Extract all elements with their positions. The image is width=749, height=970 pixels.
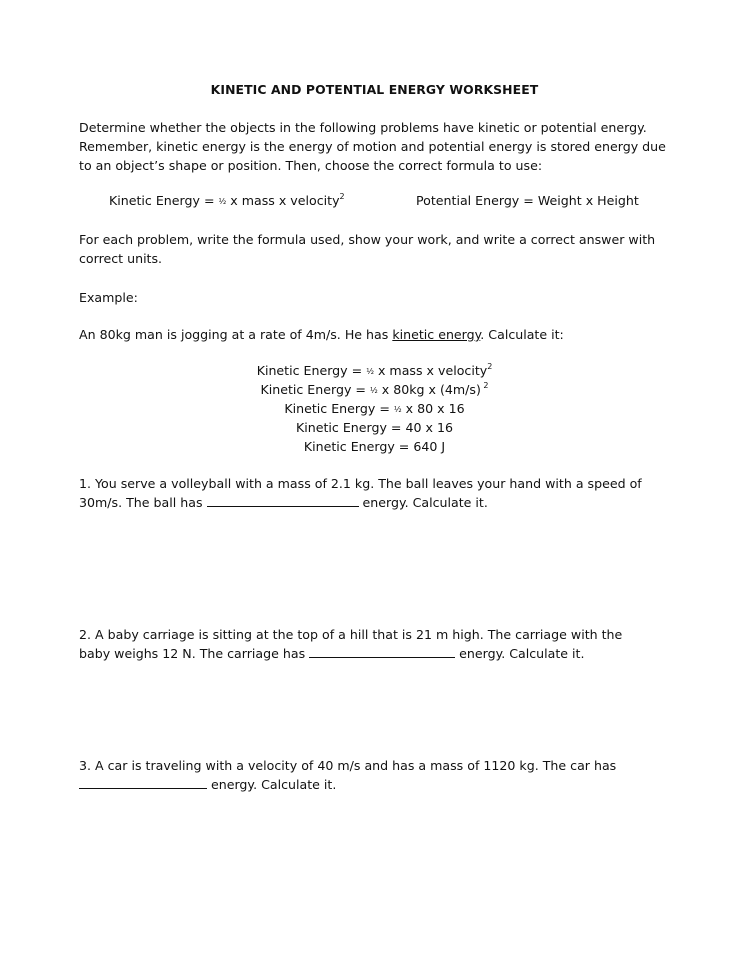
intro-paragraph — [79, 118, 679, 175]
example-text-after: . Calculate it: — [480, 327, 564, 342]
example-text-before: An 80kg man is jogging at a rate of 4m/s. He has — [79, 327, 393, 342]
question-line — [79, 644, 679, 663]
half-fraction: ½ — [393, 404, 402, 414]
formula-rest: x mass x velocity — [226, 193, 340, 208]
intro-line: to an object’s shape or position. Then, choose the correct formula to use: — [79, 158, 543, 173]
question-text-after: energy. Calculate it. — [358, 495, 488, 510]
half-fraction: ½ — [369, 385, 378, 395]
question-text-before: baby weighs 12 N. The carriage has — [79, 646, 310, 661]
work-prefix: Kinetic Energy = — [256, 363, 367, 378]
work-exponent: 2 — [487, 362, 493, 371]
answer-blank[interactable] — [207, 494, 359, 507]
half-fraction: ½ — [218, 196, 227, 206]
work-rest: x mass x velocity — [373, 363, 488, 378]
work-line-3 — [0, 399, 749, 418]
question-line — [79, 493, 679, 512]
potential-energy-formula: Potential Energy = Weight x Height — [416, 193, 639, 208]
intro-line: Remember, kinetic energy is the energy of motion and potential energy is stored energy due — [79, 139, 666, 154]
example-problem — [79, 325, 679, 344]
question-line: 2. A baby carriage is sitting at the top of a hill that is 21 m high. The carriage with the — [79, 627, 623, 642]
instruction-line: For each problem, write the formula used, show your work, and write a correct answer with — [79, 232, 656, 247]
question-text-before: 30m/s. The ball has — [79, 495, 207, 510]
question-1 — [79, 474, 679, 512]
half-fraction: ½ — [366, 366, 374, 376]
question-text-after: energy. Calculate it. — [207, 777, 337, 792]
formula-prefix: Kinetic Energy = — [109, 193, 219, 208]
formula-exponent: 2 — [339, 192, 345, 201]
question-line: 1. You serve a volleyball with a mass of 2.1 kg. The ball leaves your hand with a speed of — [79, 476, 642, 491]
example-label: Example: — [79, 290, 138, 305]
work-prefix: Kinetic Energy = — [260, 382, 370, 397]
intro-line: Determine whether the objects in the following problems have kinetic or potential energy. — [79, 120, 647, 135]
worksheet-title: KINETIC AND POTENTIAL ENERGY WORKSHEET — [210, 82, 539, 97]
question-line: 3. A car is traveling with a velocity of 40 m/s and has a mass of 1120 kg. The car has — [79, 758, 617, 773]
work-rest: x 80 x 16 — [401, 401, 465, 416]
question-text-after: energy. Calculate it. — [455, 646, 585, 661]
question-2 — [79, 625, 679, 663]
instruction-line: correct units. — [79, 251, 163, 266]
work-rest: x 80kg x (4m/s) — [377, 382, 481, 397]
question-3 — [79, 756, 679, 794]
kinetic-energy-formula — [109, 193, 345, 208]
instructions-paragraph — [79, 230, 679, 268]
work-line-5: Kinetic Energy = 640 J — [303, 439, 446, 454]
work-line-4: Kinetic Energy = 40 x 16 — [295, 420, 453, 435]
work-prefix: Kinetic Energy = — [284, 401, 394, 416]
question-line — [79, 775, 679, 794]
example-underlined-term: kinetic energy — [392, 327, 481, 342]
answer-blank[interactable] — [309, 645, 455, 658]
example-work — [0, 361, 749, 456]
work-line-2 — [0, 380, 749, 399]
work-exponent: 2 — [480, 381, 489, 390]
answer-blank[interactable] — [79, 776, 207, 789]
work-line-1 — [0, 361, 749, 380]
